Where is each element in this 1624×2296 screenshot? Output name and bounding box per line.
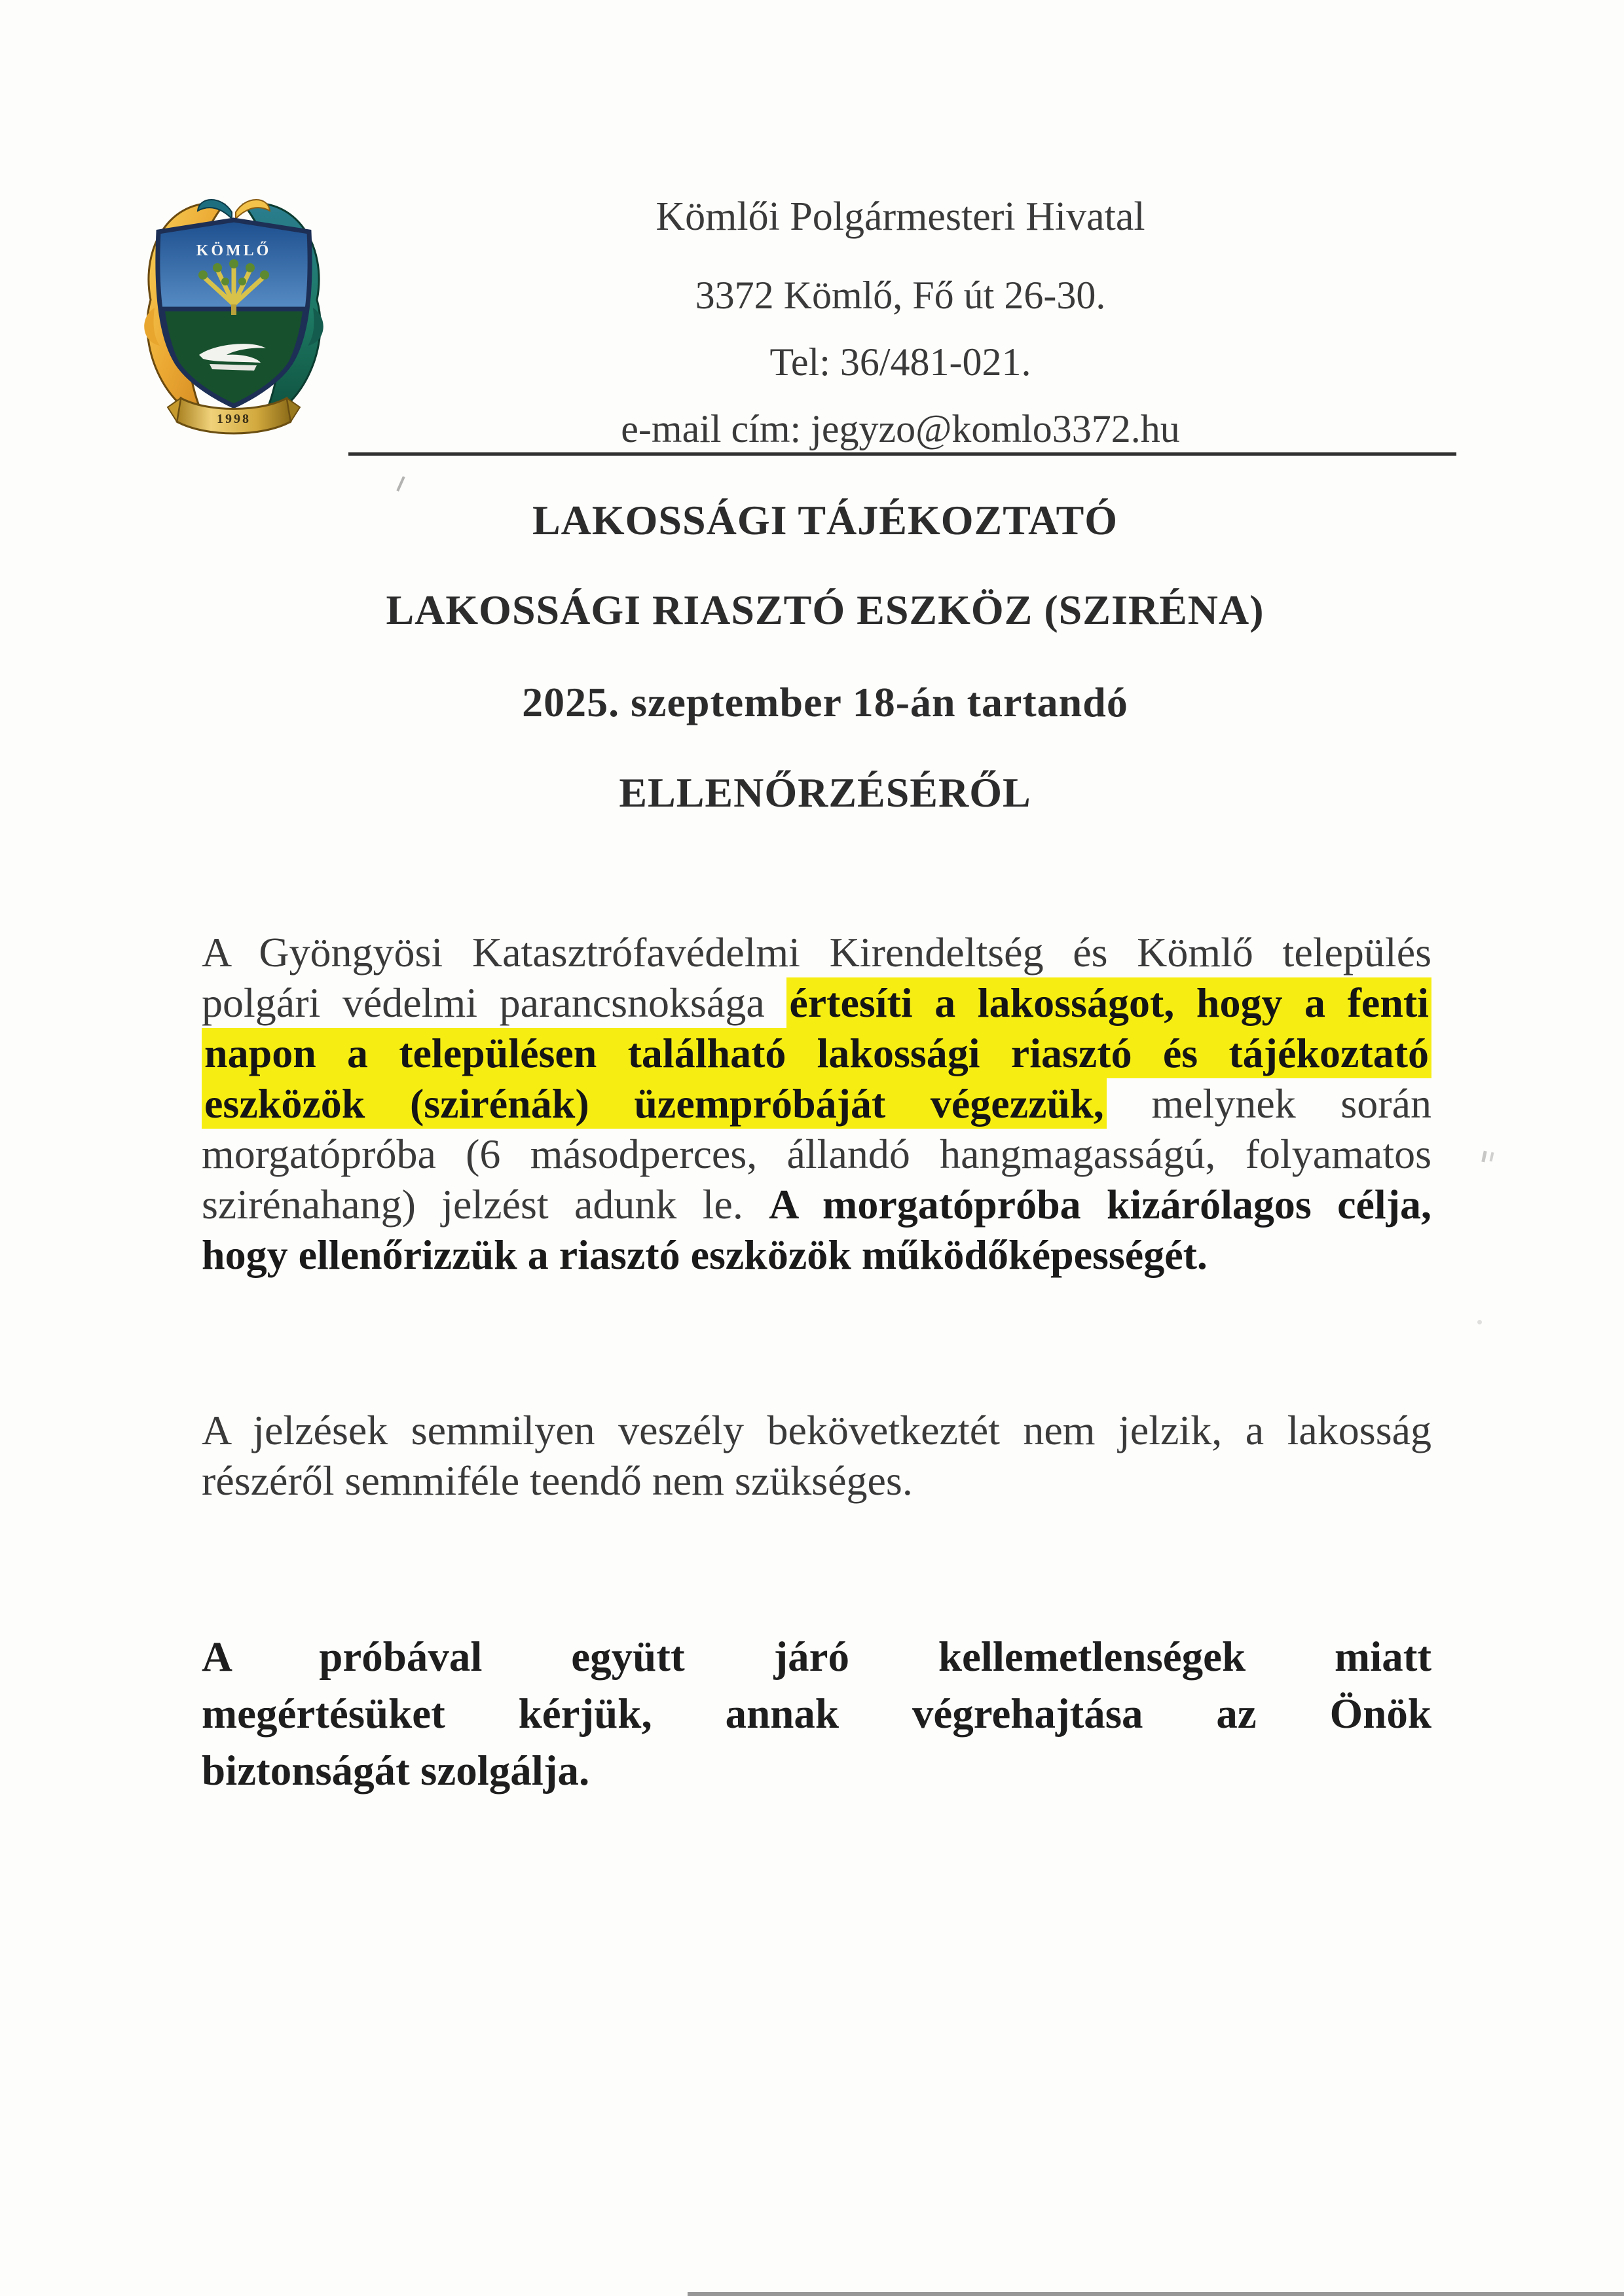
p3-l1-text: A próbával együtt járó kellemetlenségek miatt (202, 1633, 1431, 1681)
p1-line-2 (202, 977, 1431, 1028)
p3-line-2 (202, 1686, 1431, 1743)
scan-speck (1477, 1320, 1482, 1324)
scan-speck (1490, 1152, 1494, 1162)
office-name: Kömlői Polgármesteri Hivatal (655, 194, 1145, 239)
p1-l4-highlight: eszközök (szirénák) üzempróbáját végezzük, (202, 1078, 1107, 1129)
office-email: e-mail cím: jegyzo@komlo3372.hu (621, 407, 1180, 450)
office-phone: Tel: 36/481-021. (769, 340, 1031, 384)
doc-title-line-1: LAKOSSÁGI TÁJÉKOZTATÓ (532, 497, 1118, 543)
p3-l3-text: biztonságát szolgálja. (202, 1747, 590, 1795)
banner-year: 1998 (217, 412, 251, 426)
p1-l5-text: morgatópróba (6 másodperces, állandó hangmagasságú, folyamatos (202, 1131, 1431, 1177)
p1-l2-highlight: értesíti a lakosságot, hogy a fenti (786, 977, 1431, 1028)
p2-l2-text: részéről semmiféle teendő nem szükséges. (202, 1457, 913, 1504)
p1-line-7 (202, 1230, 1431, 1280)
header-divider (348, 452, 1456, 456)
p3-l2-text: megértésüket kérjük, annak végrehajtása az Önök (202, 1690, 1431, 1738)
trunk (231, 304, 236, 315)
p1-l6-bold: A morgatópróba kizárólagos célja, (769, 1181, 1431, 1228)
doc-title-line-3: 2025. szeptember 18-án tartandó (522, 679, 1128, 725)
p1-line-1 (202, 927, 1431, 977)
p1-line-5 (202, 1129, 1431, 1179)
p2-line-1 (202, 1405, 1431, 1455)
paragraph-1 (202, 927, 1431, 1280)
scan-speck (396, 476, 405, 492)
p3-line-1 (202, 1629, 1431, 1686)
p1-l4-text: melynek során (1106, 1080, 1431, 1127)
p3-line-3 (202, 1743, 1431, 1800)
doc-title-line-2: LAKOSSÁGI RIASZTÓ ESZKÖZ (SZIRÉNA) (386, 587, 1264, 633)
p1-line-3 (202, 1028, 1431, 1078)
office-address: 3372 Kömlő, Fő út 26-30. (695, 274, 1106, 317)
paragraph-3 (202, 1629, 1431, 1800)
paragraph-2 (202, 1405, 1431, 1506)
p1-l2-text: polgári védelmi parancsnoksága (202, 979, 787, 1026)
p1-l7-bold: hogy ellenőrizzük a riasztó eszközök működőképességét. (202, 1231, 1208, 1278)
p1-line-4 (202, 1078, 1431, 1129)
doc-title-line-4: ELLENŐRZÉSÉRŐL (619, 769, 1031, 816)
p1-l6-text: szirénahang) jelzést adunk le. (202, 1181, 769, 1228)
p2-line-2 (202, 1455, 1431, 1506)
shield-label: KÖMLŐ (196, 242, 272, 259)
komlo-coat-of-arms (126, 190, 342, 446)
p1-line-6 (202, 1179, 1431, 1230)
scan-bottom-edge (688, 2292, 1624, 2296)
p2-l1-text: A jelzések semmilyen veszély bekövetkeztét nem jelzik, a lakosság (202, 1407, 1431, 1453)
p1-l3-highlight: napon a településen található lakossági riasztó és tájékoztató (202, 1028, 1431, 1078)
scan-speck (1481, 1151, 1486, 1163)
p1-l1-text: A Gyöngyösi Katasztrófavédelmi Kirendeltség és Kömlő település (202, 929, 1431, 975)
